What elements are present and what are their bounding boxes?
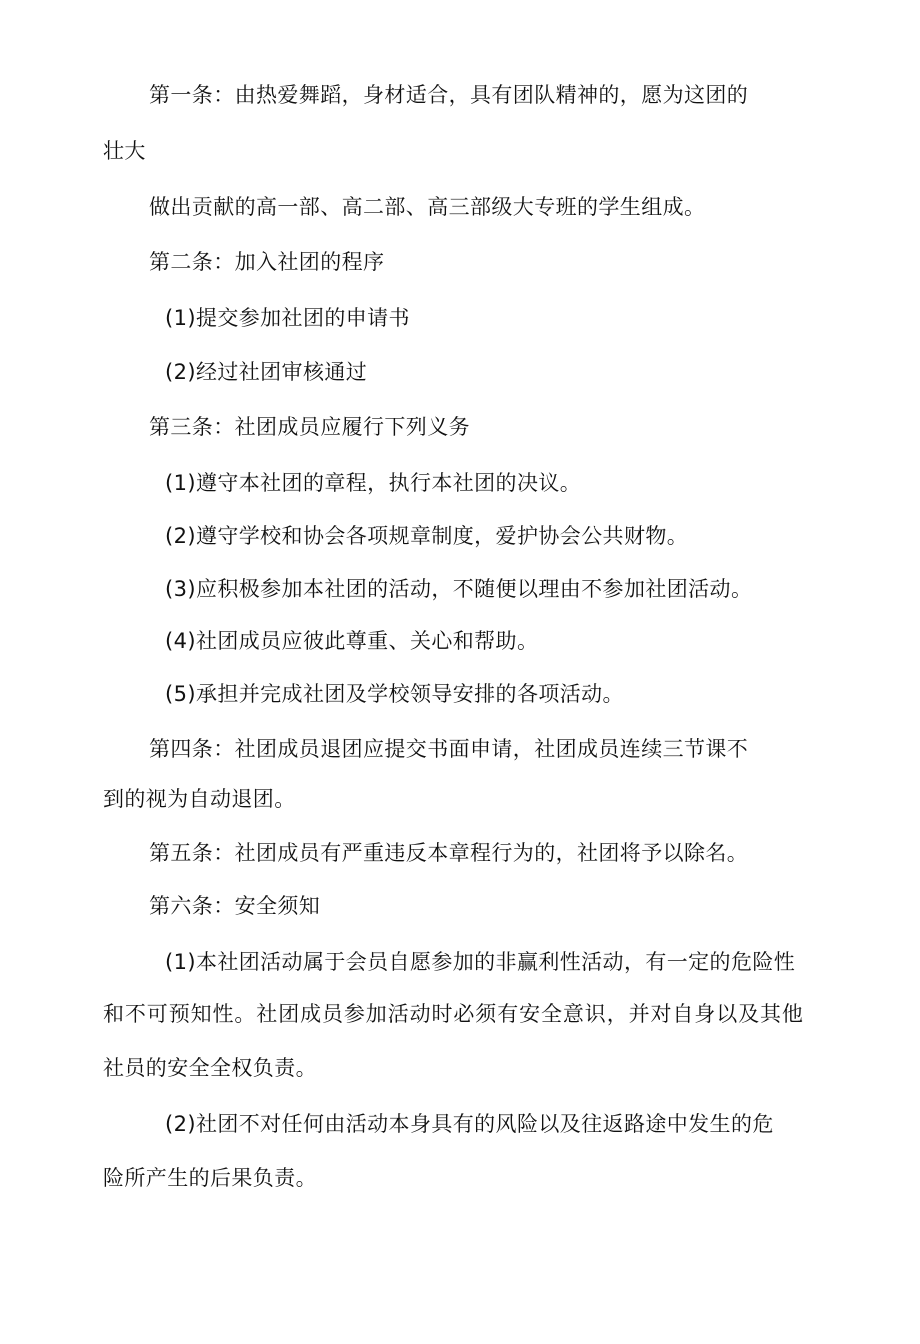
article-4-line-1: 第四条：社团成员退团应提交书面申请，社团成员连续三节课不 xyxy=(149,737,749,761)
article-4-line-2: 到的视为自动退团。 xyxy=(103,787,296,811)
article-3-item-5: (5)承担并完成社团及学校领导安排的各项活动。 xyxy=(165,682,624,706)
article-3-item-2: (2)遵守学校和协会各项规章制度，爱护协会公共财物。 xyxy=(165,524,689,548)
article-6-item-1-line-2: 和不可预知性。社团成员参加活动时必须有安全意识，并对自身以及其他 xyxy=(103,1002,804,1026)
article-6-item-2-line-2: 险所产生的后果负责。 xyxy=(103,1166,317,1190)
article-2-item-1: (1)提交参加社团的申请书 xyxy=(165,306,410,330)
article-6-heading: 第六条：安全须知 xyxy=(149,894,321,918)
article-1-line-1: 第一条：由热爱舞蹈，身材适合，具有团队精神的，愿为这团的 xyxy=(149,83,749,107)
article-6-item-2-line-1: (2)社团不对任何由活动本身具有的风险以及往返路途中发生的危 xyxy=(165,1112,774,1136)
article-6-item-1-line-1: (1)本社团活动属于会员自愿参加的非赢利性活动，有一定的危险性 xyxy=(165,950,796,974)
article-1-line-2: 壮大 xyxy=(103,139,146,163)
article-1-line-3: 做出贡献的高一部、高二部、高三部级大专班的学生组成。 xyxy=(149,195,706,219)
article-3-item-4: (4)社团成员应彼此尊重、关心和帮助。 xyxy=(165,629,539,653)
article-3-item-3: (3)应积极参加本社团的活动，不随便以理由不参加社团活动。 xyxy=(165,577,753,601)
article-5-line: 第五条：社团成员有严重违反本章程行为的，社团将予以除名。 xyxy=(149,841,749,865)
article-6-item-1-line-3: 社员的安全全权负责。 xyxy=(103,1056,317,1080)
article-3-heading: 第三条：社团成员应履行下列义务 xyxy=(149,415,470,439)
article-2-heading: 第二条：加入社团的程序 xyxy=(149,250,385,274)
article-3-item-1: (1)遵守本社团的章程，执行本社团的决议。 xyxy=(165,471,582,495)
article-2-item-2: (2)经过社团审核通过 xyxy=(165,360,368,384)
